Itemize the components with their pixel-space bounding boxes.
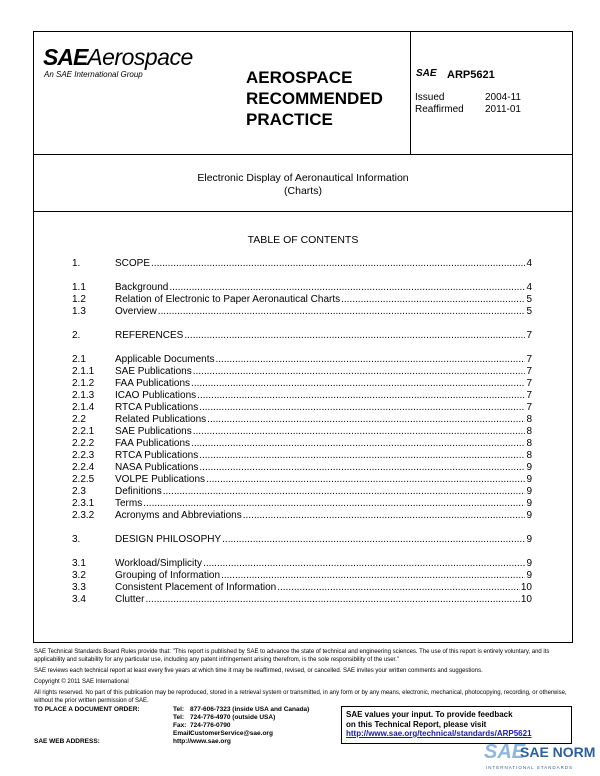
toc-dot-leader (203, 558, 525, 570)
toc-entry[interactable] (72, 282, 532, 294)
toc-entry-number: 2.2 (72, 414, 86, 425)
toc-entry-page: 5 (526, 306, 532, 317)
toc-dot-leader (191, 378, 525, 390)
toc-entry-number: 1.1 (72, 282, 86, 293)
toc-entry-title: Workload/Simplicity (115, 558, 203, 569)
toc-entry-page: 9 (526, 462, 532, 473)
toc-entry-title: SCOPE (115, 258, 151, 269)
toc-entry-page: 7 (526, 354, 532, 365)
toc-entry-title: Terms (115, 498, 143, 509)
toc-dot-leader (193, 366, 526, 378)
logo-brand: SAE (43, 44, 88, 70)
toc-entry-title: ICAO Publications (115, 390, 197, 401)
toc-dot-leader (151, 258, 525, 270)
toc-dot-leader (206, 474, 525, 486)
toc-entry-number: 2.1.4 (72, 402, 95, 413)
document-subject (34, 172, 572, 198)
toc-entry[interactable] (72, 582, 532, 594)
toc-dot-leader (199, 402, 525, 414)
web-label: SAE WEB ADDRESS: (34, 738, 100, 745)
web-value[interactable]: http://www.sae.org (173, 738, 231, 745)
sae-norm-watermark (484, 741, 600, 775)
toc-entry-number: 3.2 (72, 570, 86, 581)
issued-label: Issued (415, 92, 445, 103)
toc-entry-title: VOLPE Publications (115, 474, 206, 485)
toc-heading: TABLE OF CONTENTS (247, 234, 359, 246)
toc-entry-number: 2.1.2 (72, 378, 95, 389)
toc-dot-leader (243, 510, 526, 522)
toc-dot-leader (145, 594, 519, 606)
toc-entry-number: 2.1 (72, 354, 86, 365)
toc-entry-title: Definitions (115, 486, 162, 497)
toc-entry[interactable] (72, 306, 532, 318)
feedback-link[interactable]: http://www.sae.org/technical/standards/ARP5621 (346, 729, 532, 738)
toc-entry-number: 2.3.1 (72, 498, 95, 509)
toc-entry-title: Consistent Placement of Information (115, 582, 277, 593)
toc-entry-page: 8 (526, 438, 532, 449)
toc-entry-number: 2.2.4 (72, 462, 95, 473)
title-line-3: PRACTICE (246, 110, 333, 129)
toc-entry-number: 2.2.3 (72, 450, 95, 461)
toc-dot-leader (197, 390, 525, 402)
toc-dot-leader (207, 414, 525, 426)
toc-entry[interactable] (72, 594, 532, 606)
toc-entry-title: Clutter (115, 594, 145, 605)
toc-entry-number: 2.1.1 (72, 366, 95, 377)
feedback-line-2: on this Technical Report, please visit (346, 719, 487, 729)
toc-entry-number: 3.3 (72, 582, 86, 593)
email-label: Email: (173, 730, 193, 737)
toc-entry[interactable] (72, 474, 532, 486)
toc-entry-number: 2.2.2 (72, 438, 95, 449)
toc-entry[interactable] (72, 354, 532, 366)
toc-entry-title: Relation of Electronic to Paper Aeronautical Charts (115, 294, 341, 305)
divider (34, 211, 572, 212)
toc-entry[interactable] (72, 258, 532, 270)
title-line-1: AEROSPACE (246, 68, 353, 87)
footer-notices (34, 648, 574, 708)
toc-entry[interactable] (72, 294, 532, 306)
toc-entry-page: 9 (526, 510, 532, 521)
toc-dot-leader (143, 498, 525, 510)
header (34, 32, 572, 155)
toc-entry-title: NASA Publications (115, 462, 199, 473)
logo-tagline: An SAE International Group (44, 70, 143, 79)
sae-norm-mark-icon: SAE (484, 741, 526, 763)
toc-entry-title: Grouping of Information (115, 570, 221, 581)
toc-entry-page: 9 (526, 474, 532, 485)
toc-entry-page: 9 (526, 558, 532, 569)
toc-dot-leader (193, 426, 526, 438)
toc-dot-leader (221, 570, 525, 582)
toc-entry-page: 9 (526, 534, 532, 545)
header-right (411, 32, 572, 155)
toc-entry-number: 2.3 (72, 486, 86, 497)
toc-entry-page: 10 (520, 582, 532, 593)
title-line-2: RECOMMENDED (246, 89, 383, 108)
toc-entry-number: 3. (72, 534, 81, 545)
toc-entry[interactable] (72, 438, 532, 450)
toc-entry-title: RTCA Publications (115, 402, 199, 413)
review-notice: SAE reviews each technical report at least every five years at which time it may be reaffirmed, revised, or cancelled. SAE invites your written comments and suggestions. (34, 668, 483, 674)
document-type-title (246, 67, 383, 130)
toc-dot-leader (199, 450, 525, 462)
subject-line-2: (Charts) (284, 185, 322, 197)
toc-entry-title: RTCA Publications (115, 450, 199, 461)
toc-entry[interactable] (72, 498, 532, 510)
toc-dot-leader (277, 582, 520, 594)
toc-entry-title: SAE Publications (115, 426, 192, 437)
toc-entry-title: REFERENCES (115, 330, 184, 341)
toc-entry-title: FAA Publications (115, 438, 191, 449)
toc-dot-leader (169, 282, 525, 294)
tel-value: 877-606-7323 (inside USA and Canada) (190, 706, 310, 713)
email-value[interactable]: CustomerService@sae.org (190, 730, 273, 737)
toc-entry-page: 8 (526, 450, 532, 461)
toc-entry-title: Acronyms and Abbreviations (115, 510, 242, 521)
sae-aerospace-logo (43, 44, 203, 84)
toc-entry-title: FAA Publications (115, 378, 191, 389)
toc-entry-page: 10 (520, 594, 532, 605)
toc-entry-page: 9 (526, 486, 532, 497)
tel-label: Tel: (173, 706, 185, 713)
issued-value: 2004-11 (485, 92, 521, 103)
toc-entry-page: 7 (526, 390, 532, 401)
standards-board-rules: SAE Technical Standards Board Rules provide that: "This report is published by SAE to advance the state of technical and engineering sciences. The use of this report is entirely voluntary, and its applicability and suitability for any particular use, including any patent infringement arising therefrom, is the sole responsibility of the user." (34, 649, 550, 663)
toc-entry[interactable] (72, 570, 532, 582)
toc-entry-page: 4 (526, 258, 532, 269)
fax-value: 724-776-0790 (190, 722, 231, 729)
toc-entry[interactable] (72, 402, 532, 414)
toc-dot-leader (216, 354, 526, 366)
toc-entry[interactable] (72, 330, 532, 342)
toc-entry-number: 3.1 (72, 558, 86, 569)
sae-mark-icon: SAE (416, 68, 437, 79)
toc-entry-number: 1. (72, 258, 81, 269)
toc-entry-number: 3.4 (72, 594, 86, 605)
toc-dot-leader (158, 306, 526, 318)
toc-entry[interactable] (72, 534, 532, 546)
toc-entry[interactable] (72, 390, 532, 402)
logo-product: Aerospace (87, 44, 193, 70)
toc-entry[interactable] (72, 414, 532, 426)
rights-notice: All rights reserved. No part of this publication may be reproduced, stored in a retrieval system or transmitted, in any form or by any means, electronic, mechanical, photocopying, recording, or otherwise, without the prior written permission of SAE. (34, 690, 567, 704)
toc-entry[interactable] (72, 462, 532, 474)
feedback-box (341, 706, 572, 744)
toc-entry-title: Applicable Documents (115, 354, 215, 365)
toc-entry-page: 7 (526, 378, 532, 389)
toc-dot-leader (341, 294, 525, 306)
toc-entry-title: Related Publications (115, 414, 207, 425)
toc-entry-title: DESIGN PHILOSOPHY (115, 534, 222, 545)
reaffirmed-label: Reaffirmed (415, 104, 464, 115)
toc-entry-page: 7 (526, 330, 532, 341)
toc-dot-leader (199, 462, 525, 474)
toc-entry-title: Background (115, 282, 169, 293)
sae-norm-text: SAE NORM (520, 744, 596, 760)
toc-entry[interactable] (72, 510, 532, 522)
toc-entry-number: 2. (72, 330, 81, 341)
toc-entry-number: 1.2 (72, 294, 86, 305)
toc-entry-number: 1.3 (72, 306, 86, 317)
toc-entry[interactable] (72, 450, 532, 462)
reaffirmed-row (415, 104, 521, 115)
toc-entry-page: 7 (526, 402, 532, 413)
document-frame (33, 31, 573, 643)
header-left (34, 32, 411, 155)
sae-norm-sub: INTERNATIONAL STANDARDS (486, 765, 574, 770)
toc-entry-page: 9 (526, 498, 532, 509)
toc-entry[interactable] (72, 378, 532, 390)
document-number: ARP5621 (447, 69, 495, 81)
toc-entry-page: 9 (526, 570, 532, 581)
toc-entry[interactable] (72, 426, 532, 438)
toc-entry-page: 5 (526, 294, 532, 305)
toc-dot-leader (184, 330, 525, 342)
toc-entry-title: Overview (115, 306, 157, 317)
reaffirmed-value: 2011-01 (485, 104, 521, 115)
toc-entry[interactable] (72, 558, 532, 570)
toc-entry-page: 4 (526, 282, 532, 293)
subject-line-1: Electronic Display of Aeronautical Information (197, 172, 409, 184)
toc-entry-page: 7 (526, 366, 532, 377)
toc-entry-page: 8 (526, 414, 532, 425)
toc-entry-number: 2.1.3 (72, 390, 95, 401)
toc-entry[interactable] (72, 486, 532, 498)
tel2-label: Tel: (173, 714, 185, 721)
toc-entry-title: SAE Publications (115, 366, 192, 377)
toc-entry-number: 2.2.1 (72, 426, 95, 437)
copyright: Copyright © 2011 SAE International (34, 679, 129, 685)
toc-entry[interactable] (72, 366, 532, 378)
issued-row (415, 92, 521, 103)
toc-dot-leader (191, 438, 525, 450)
toc-entry-number: 2.2.5 (72, 474, 95, 485)
order-label: TO PLACE A DOCUMENT ORDER: (34, 706, 140, 713)
feedback-line-1: SAE values your input. To provide feedback (346, 710, 513, 719)
toc-entry-page: 8 (526, 426, 532, 437)
tel2-value: 724-776-4970 (outside USA) (190, 714, 276, 721)
toc-dot-leader (222, 534, 525, 546)
fax-label: Fax: (173, 722, 187, 729)
toc-entry-number: 2.3.2 (72, 510, 95, 521)
toc-dot-leader (163, 486, 526, 498)
